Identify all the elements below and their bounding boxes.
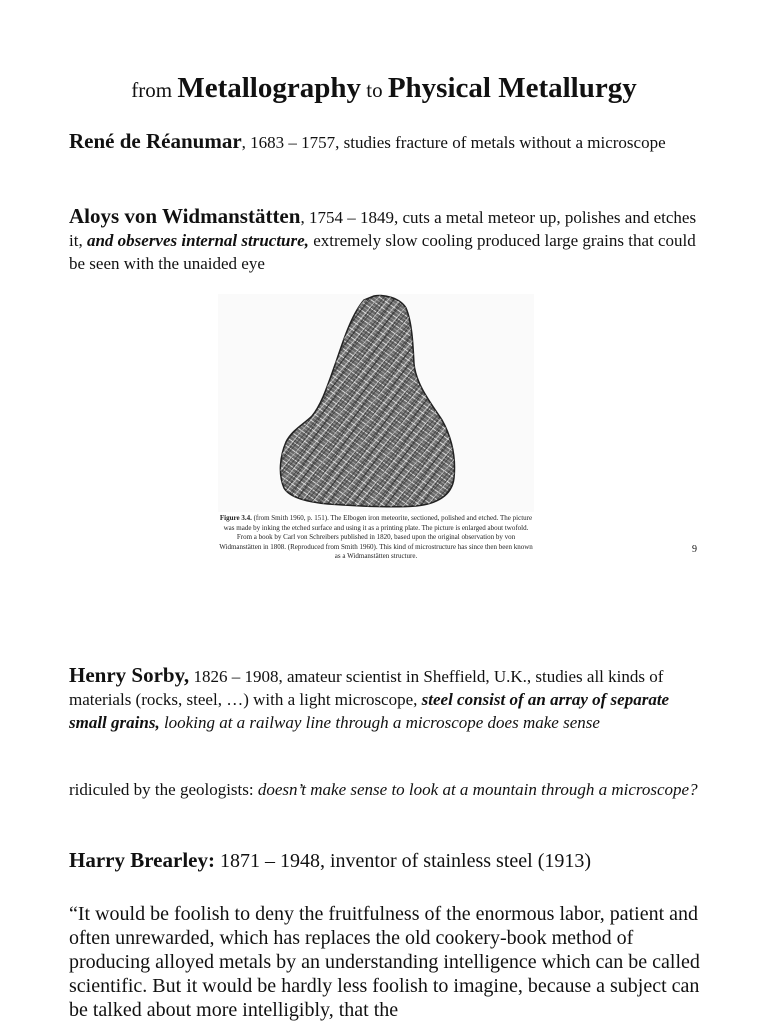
widmanstatten-text-1: , 1754 – 1849, cuts a metal meteor up, polishes and etches it, [69, 208, 697, 250]
brearley-paragraph [69, 849, 709, 873]
sorby-emphasis: steel consist of an array of separate small grains, [69, 690, 670, 732]
figure-caption [216, 514, 536, 562]
widmanstatten-paragraph [69, 205, 709, 275]
sorby-name: Henry Sorby, [69, 663, 190, 687]
widmanstatten-name: Aloys von Widmanstätten [69, 204, 301, 228]
sorby-italic: looking at a railway line through a microscope does make sense [159, 713, 600, 732]
reaumur-name: René de Réanumar [69, 129, 242, 153]
brearley-quote: “It would be foolish to deny the fruitfulness of the enormous labor, patient and often unrewarded, which has replaces the old cookery-book method of producing alloyed metals by an understanding intelligence which can be called scientific. But it would be hardly less foolish to imagine, because a subject can be talked about more intelligibly, that the [69, 903, 700, 1021]
page-number: 9 [692, 544, 697, 555]
brearley-name: Harry Brearley: [69, 848, 215, 872]
geologists-italic: doesn’t make sense to look at a mountain through a microscope? [257, 780, 698, 799]
title-physical-metallurgy: Physical Metallurgy [387, 72, 637, 104]
sorby-text: 1826 – 1908, amateur scientist in Sheffield, U.K., studies all kinds of materials (rocks, steel, …) with a light microscope, [69, 667, 664, 709]
brearley-text: 1871 – 1948, inventor of stainless steel (1913) [214, 850, 592, 872]
meteorite-image [216, 292, 536, 514]
figure-caption-text: (from Smith 1960, p. 151). The Elbogen iron meteorite, sectioned, polished and etched. The picture was made by inking the etched surface and using it as a printing plate. The picture is enlarged about twofold. From a book by Carl von Schreibers published in 1820, based upon the original observation by von Widmanstätten in 1808. (Reproduced from Smith 1960). This kind of microstructure has since then been known as a Widmanstätten structure. [219, 514, 533, 560]
geologists-text: ridiculed by the geologists: [69, 780, 258, 799]
widmanstatten-text-2: extremely slow cooling produced large grains that could be seen with the unaided eye [69, 231, 696, 273]
reaumur-paragraph [69, 130, 709, 154]
figure-label: Figure 3.4. [219, 514, 252, 522]
page-title [0, 70, 768, 108]
reaumur-text: , 1683 – 1757, studies fracture of metals without a microscope [241, 133, 666, 152]
geologists-paragraph [69, 778, 709, 801]
widmanstatten-emphasis: and observes internal structure, [86, 231, 309, 250]
title-metallography: Metallography [177, 72, 361, 104]
sorby-paragraph [69, 664, 709, 734]
meteorite-figure [216, 292, 536, 560]
title-to: to [366, 78, 383, 102]
title-from: from [131, 78, 173, 102]
